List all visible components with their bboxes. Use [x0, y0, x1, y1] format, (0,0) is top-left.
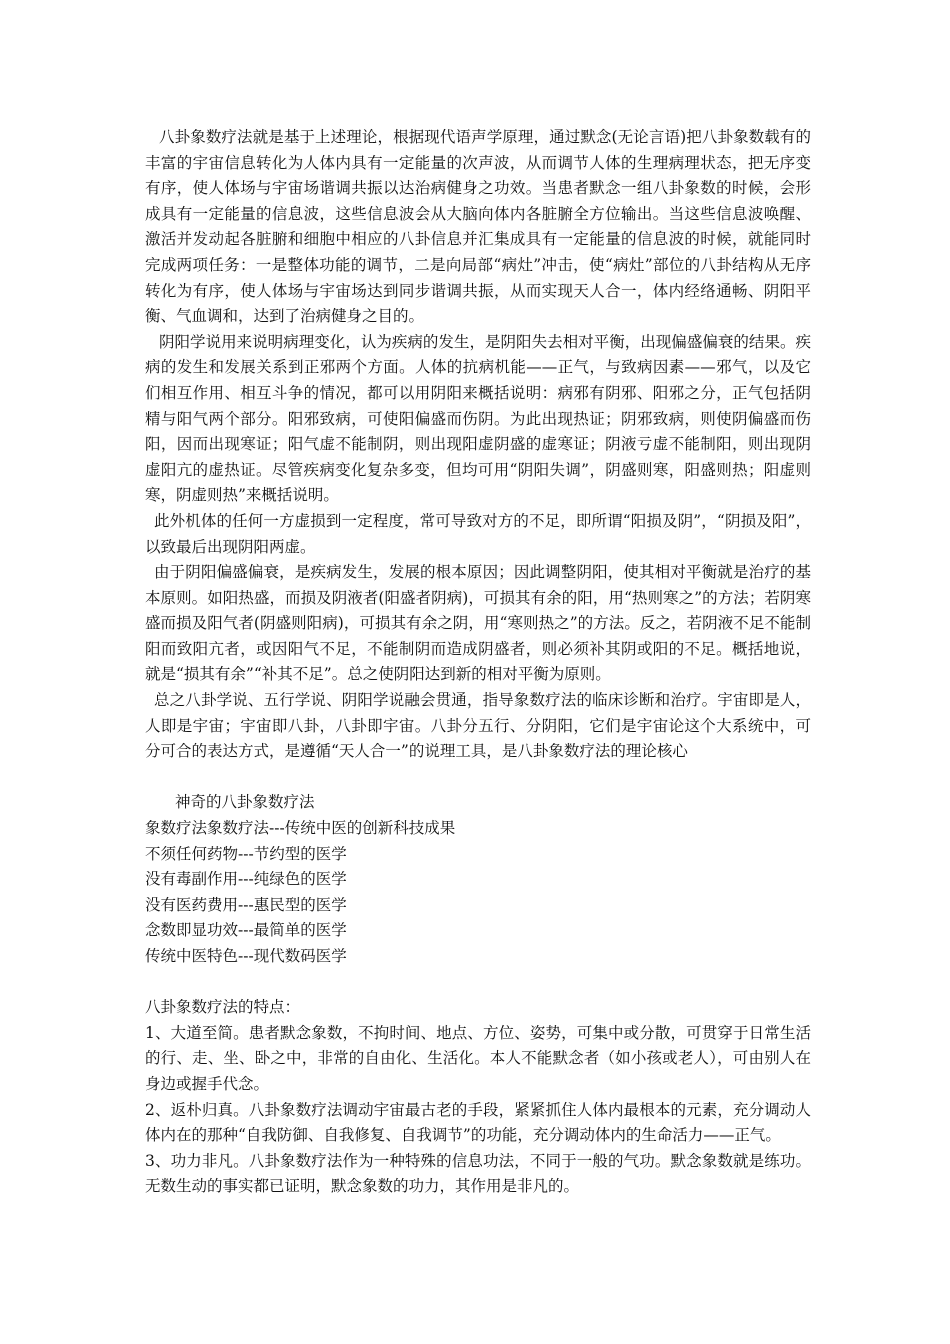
paragraph-mutual-deficiency: 此外机体的任何一方虚损到一定程度，常可导致对方的不足，即所谓“阳损及阴”，“阴损及阳”，以致最后出现阴阳两虚。 — [145, 511, 811, 556]
feature-item: 3、功力非凡。八卦象数疗法作为一种特殊的信息功法，不同于一般的气功。默念象数就是练功。无数生动的事实都已证明，默念象数的功力，其作用是非凡的。 — [145, 1151, 811, 1196]
paragraph-therapy-principle: 八卦象数疗法就是基于上述理论，根据现代语声学原理，通过默念(无论言语)把八卦象数载有的丰富的宇宙信息转化为人体内具有一定能量的次声波，从而调节人体的生理病理状态，把无序变有序，使人体场与宇宙场谐调共振以达治病健身之功效。当患者默念一组八卦象数的时候，会形成具有一定能量的信息波，这些信息波会从大脑向体内各脏腑全方位输出。当这些信息波唤醒、激活并发动起各脏腑和细胞中相应的八卦信息并汇集成具有一定能量的信息波的时候，就能同时完成两项任务：一是整体功能的调节，二是向局部“病灶”冲击，使“病灶”部位的八卦结构从无序转化为有序，使人体场与宇宙场达到同步谐调共振，从而实现天人合一，体内经络通畅、阴阳平衡、气血调和，达到了治病健身之目的。 — [145, 128, 811, 326]
slogan-line: 念数即显功效---最简单的医学 — [145, 921, 347, 940]
feature-item: 1、大道至简。患者默念象数，不拘时间、地点、方位、姿势，可集中或分散，可贯穿于日常生活的行、走、坐、卧之中，非常的自由化、生活化。本人不能默念者（如小孩或老人），可由别人在身边或握手代念。 — [145, 1023, 811, 1093]
slogan-line: 传统中医特色---现代数码医学 — [145, 947, 347, 965]
slogan-line: 象数疗法象数疗法---传统中医的创新科技成果 — [145, 819, 456, 838]
feature-item: 2、返朴归真。八卦象数疗法调动宇宙最古老的手段，紧紧抓住人体内最根本的元素，充分调动人体内在的那种“自我防御、自我修复、自我调节”的功能，充分调动体内的生命活力——正气。 — [145, 1100, 811, 1145]
slogan-title: 神奇的八卦象数疗法 — [175, 793, 315, 812]
slogan-line: 不须任何药物---节约型的医学 — [145, 844, 347, 863]
document-page — [145, 125, 811, 1200]
slogan-line: 没有医药费用---惠民型的医学 — [145, 895, 347, 914]
paragraph-treatment-principle: 由于阴阳偏盛偏衰，是疾病发生，发展的根本原因；因此调整阴阳，使其相对平衡就是治疗的基本原则。如阳热盛，而损及阴液者(阳盛者阴病)，可损其有余的阳，用“热则寒之”的方法；若阴寒盛而损及阳气者(阴盛则阳病)，可损其有余之阴，用“寒则热之”的方法。反之，若阴液不足不能制阳而致阳亢者，或因阳气不足，不能制阴而造成阴盛者，则必须补其阴或阳的不足。概括地说，就是“损其有余”“补其不足”。总之使阴阳达到新的相对平衡为原则。 — [145, 563, 811, 684]
slogan-line: 没有毒副作用---纯绿色的医学 — [145, 870, 347, 889]
features-heading: 八卦象数疗法的特点： — [145, 998, 301, 1017]
spacer — [145, 970, 811, 996]
paragraph-summary: 总之八卦学说、五行学说、阴阳学说融会贯通，指导象数疗法的临床诊断和治疗。宇宙即是人，人即是宇宙；宇宙即八卦，八卦即宇宙。八卦分五行、分阴阳，它们是宇宙论这个大系统中，可分可合的表达方式，是遵循“天人合一”的说理工具，是八卦象数疗法的理论核心 — [145, 691, 811, 761]
paragraph-yin-yang-pathology: 阴阳学说用来说明病理变化，认为疾病的发生，是阴阳失去相对平衡，出现偏盛偏衰的结果。疾病的发生和发展关系到正邪两个方面。人体的抗病机能——正气，与致病因素——邪气，以及它们相互作用、相互斗争的情况，都可以用阴阳来概括说明：病邪有阴邪、阳邪之分，正气包括阴精与阳气两个部分。阳邪致病，可使阳偏盛而伤阴。为此出现热证；阴邪致病，则使阴偏盛而伤阳，因而出现寒证；阳气虚不能制阴，则出现阳虚阴盛的虚寒证；阴液亏虚不能制阳，则出现阴虚阳亢的虚热证。尽管疾病变化复杂多变，但均可用“阴阳失调”，阴盛则寒，阳盛则热；阳虚则寒，阴虚则热”来概括说明。 — [145, 332, 811, 505]
spacer — [145, 765, 811, 791]
